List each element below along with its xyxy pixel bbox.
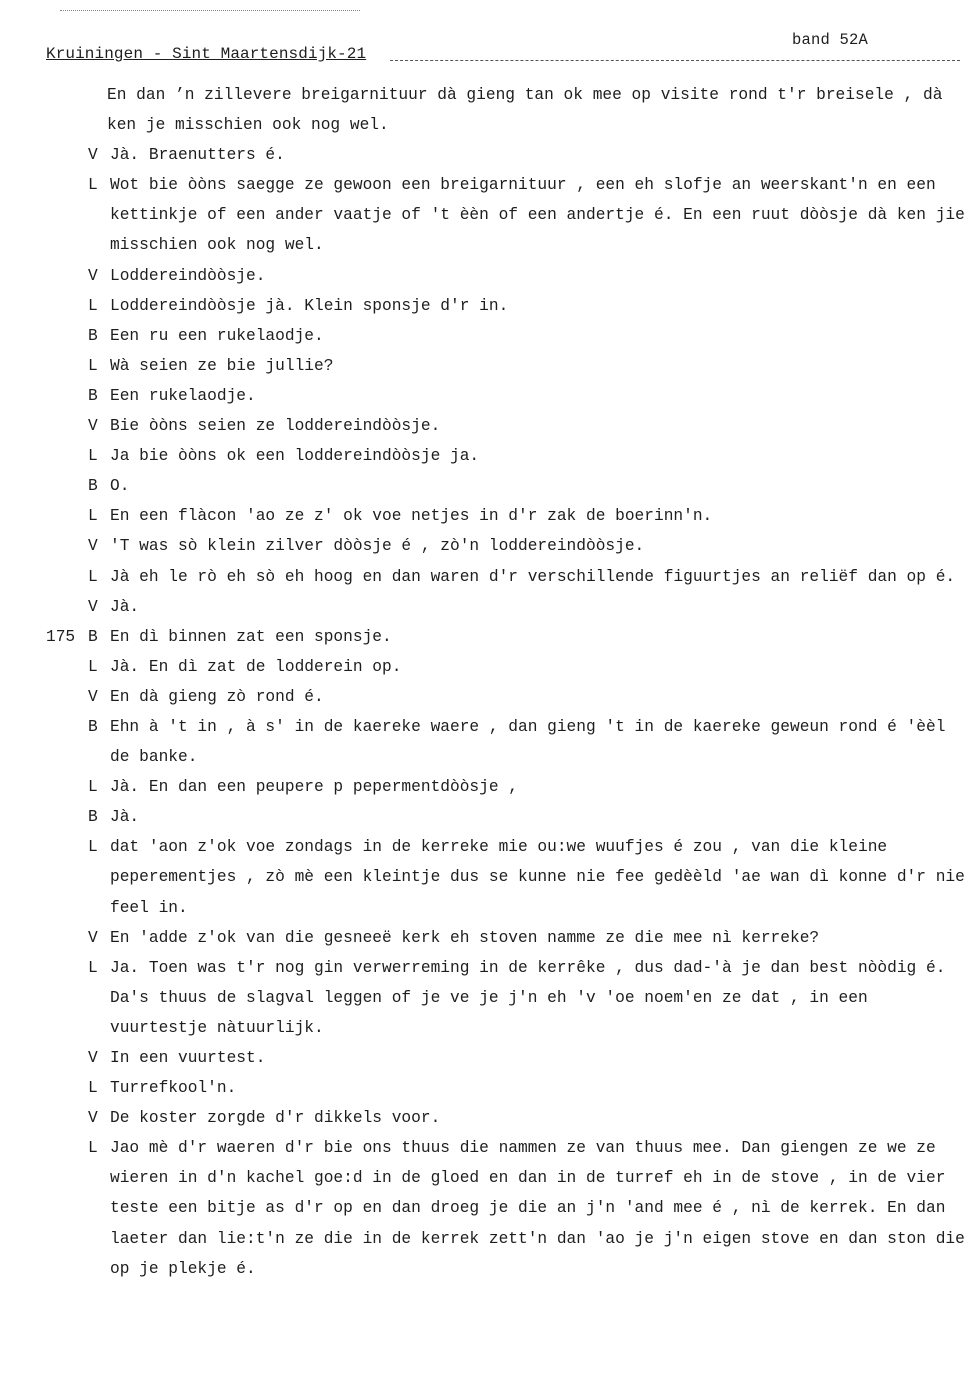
transcript-turn bbox=[0, 531, 973, 561]
transcript-turn bbox=[0, 953, 973, 1043]
utterance-text: Wot bie òòns saegge ze gewoon een breigarnituur , een eh slofje an weerskant'n en een kettinkje of een ander vaatje of 't èèn of een andertje é. En een ruut dòòsje dà ken jie misschien ook nog wel. bbox=[110, 176, 965, 255]
transcript-turn bbox=[0, 261, 973, 291]
speaker-label: B bbox=[88, 326, 98, 345]
speaker-label: V bbox=[88, 417, 98, 436]
speaker-label: L bbox=[88, 958, 98, 977]
utterance-text: Wà seien ze bie jullie? bbox=[110, 356, 334, 375]
utterance-text: Loddereindòòsje jà. Klein sponsje d'r in. bbox=[110, 296, 509, 315]
utterance-text: Jà. Braenutters é. bbox=[110, 146, 285, 165]
speaker-label: L bbox=[88, 296, 98, 315]
transcript-turn bbox=[0, 140, 973, 170]
speaker-label: V bbox=[88, 597, 98, 616]
speaker-label: B bbox=[88, 477, 98, 496]
transcript-turn bbox=[0, 1073, 973, 1103]
utterance-text: En dan ’n zillevere breigarnituur dà gieng tan ok mee op visite rond t'r breisele , dà ken je misschien ook nog wel. bbox=[107, 86, 943, 135]
transcript-turn bbox=[0, 682, 973, 712]
speaker-label: V bbox=[88, 928, 98, 947]
header-dashed-rule bbox=[390, 60, 960, 61]
utterance-text: Jà. En dan een peupere p pepermentdòòsje , bbox=[110, 778, 518, 797]
speaker-label: B bbox=[88, 627, 98, 646]
transcript-turn bbox=[0, 592, 973, 622]
speaker-label: L bbox=[88, 507, 98, 526]
speaker-label: V bbox=[88, 1049, 98, 1067]
utterance-text: Ja bie òòns ok een loddereindòòsje ja. bbox=[110, 447, 480, 466]
utterance-text: dat 'aon z'ok voe zondags in de kerreke mie ou:we wuufjes é zou , van die kleine peperementjes , zò mè een kleintje dus se kunne nie fee gedèèld 'ae wan dì konne d'r nie feel in. bbox=[110, 838, 965, 917]
speaker-label: B bbox=[88, 717, 98, 736]
speaker-label: B bbox=[88, 386, 98, 405]
utterance-text: O. bbox=[110, 477, 130, 496]
transcript-turn bbox=[0, 1103, 973, 1133]
transcript-turn bbox=[0, 170, 973, 260]
utterance-text: Loddereindòòsje. bbox=[110, 266, 266, 285]
speaker-label: V bbox=[88, 537, 98, 556]
speaker-label: L bbox=[88, 176, 98, 195]
transcript-turn bbox=[0, 622, 973, 652]
transcript-turn bbox=[0, 712, 973, 772]
transcript-turn bbox=[0, 80, 973, 140]
speaker-label: V bbox=[88, 687, 98, 706]
transcript-turn bbox=[0, 1133, 973, 1283]
utterance-text: Een rukelaodje. bbox=[110, 386, 256, 405]
transcript bbox=[0, 80, 973, 1284]
speaker-label: L bbox=[88, 838, 98, 857]
utterance-text: Turrefkool'n. bbox=[110, 1079, 237, 1098]
speaker-label: L bbox=[88, 657, 98, 676]
utterance-text: En dà gieng zò rond é. bbox=[110, 687, 324, 706]
utterance-text: De koster zorgde d'r dikkels voor. bbox=[110, 1109, 441, 1128]
transcript-turn bbox=[0, 802, 973, 832]
transcript-turn bbox=[0, 471, 973, 501]
speaker-label: V bbox=[88, 1109, 98, 1128]
utterance-text: En dì binnen zat een sponsje. bbox=[110, 627, 392, 646]
transcript-turn bbox=[0, 562, 973, 592]
transcript-turn bbox=[0, 351, 973, 381]
speaker-label: L bbox=[88, 567, 98, 586]
utterance-text: Ehn à 't in , à s' in de kaereke waere , dan gieng 't in de kaereke geweun rond é 'èèl de banke. bbox=[110, 717, 946, 767]
transcript-turn bbox=[0, 772, 973, 802]
transcript-turn bbox=[0, 1043, 973, 1073]
top-dotted-rule bbox=[60, 10, 360, 11]
utterance-text: Jà. En dì zat de lodderein op. bbox=[110, 657, 402, 676]
band-label: band 52A bbox=[792, 31, 869, 49]
utterance-text: Bie òòns seien ze loddereindòòsje. bbox=[110, 417, 441, 436]
utterance-text: Jà. bbox=[110, 597, 140, 616]
utterance-text: Jà eh le rò eh sò eh hoog en dan waren d'r verschillende figuurtjes an reliëf dan op é. bbox=[110, 567, 956, 586]
transcript-turn bbox=[0, 441, 973, 471]
transcript-turn bbox=[0, 832, 973, 922]
speaker-label: L bbox=[88, 447, 98, 466]
transcript-turn bbox=[0, 291, 973, 321]
line-number: 175 bbox=[46, 627, 76, 646]
utterance-text: En 'adde z'ok van die gesneeë kerk eh stoven namme ze die mee nì kerreke? bbox=[110, 928, 820, 947]
utterance-text: Jao mè d'r waeren d'r bie ons thuus die nammen ze van thuus mee. Dan giengen ze we ze wieren in d'n kachel goe:d in de gloed en dan in de turref eh in de stove , in de vier teste een bitje as d'r op en dan droeg je die an j'n 'and mee é , nì de kerrek. En dan laeter dan lie:t'n ze die in de kerrek zett'n dan 'ao je j'n eigen stove en dan ston die op je plekje é. bbox=[110, 1139, 965, 1278]
utterance-text: Een ru een rukelaodje. bbox=[110, 326, 324, 345]
speaker-label: L bbox=[88, 1139, 98, 1158]
transcript-turn bbox=[0, 381, 973, 411]
speaker-label: L bbox=[88, 1079, 98, 1098]
transcript-turn bbox=[0, 411, 973, 441]
speaker-label: V bbox=[88, 266, 98, 285]
speaker-label: B bbox=[88, 808, 98, 827]
utterance-text: In een vuurtest. bbox=[110, 1049, 266, 1067]
transcript-turn bbox=[0, 923, 973, 953]
document-title: Kruiningen - Sint Maartensdijk-21 bbox=[46, 45, 367, 63]
transcript-turn bbox=[0, 501, 973, 531]
transcript-turn bbox=[0, 321, 973, 351]
utterance-text: Ja. Toen was t'r nog gin verwerreming in de kerrêke , dus dad-'à je dan best nòòdig é. Da's thuus de slagval leggen of je ve je j'n eh 'v 'oe noem'en ze dat , in een vuurtestje nàtuurlijk. bbox=[110, 958, 946, 1037]
speaker-label: V bbox=[88, 146, 98, 165]
transcript-turn bbox=[0, 652, 973, 682]
utterance-text: Jà. bbox=[110, 808, 140, 827]
utterance-text: 'T was sò klein zilver dòòsje é , zò'n loddereindòòsje. bbox=[110, 537, 645, 556]
speaker-label: L bbox=[88, 778, 98, 797]
utterance-text: En een flàcon 'ao ze z' ok voe netjes in d'r zak de boerinn'n. bbox=[110, 507, 713, 526]
speaker-label: L bbox=[88, 356, 98, 375]
